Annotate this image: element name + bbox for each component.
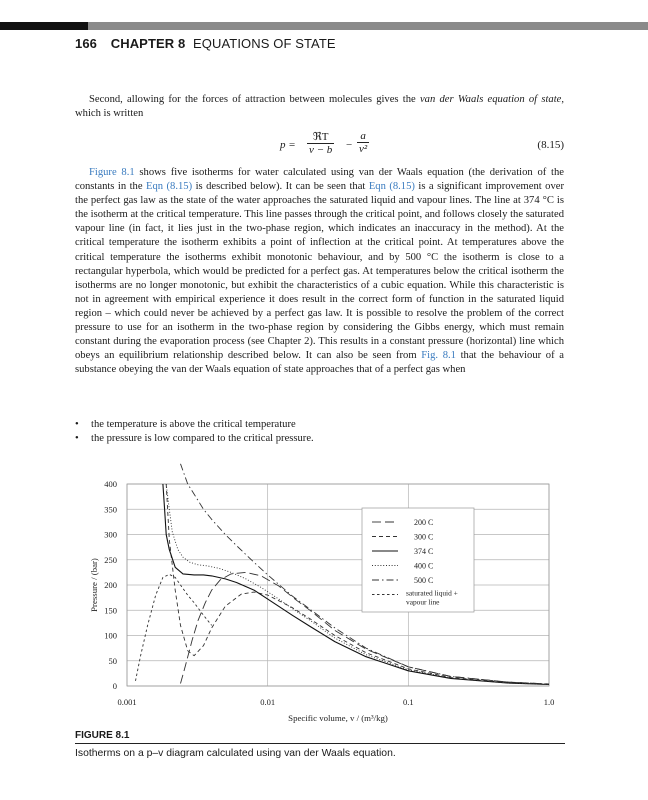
legend-label: 300 C — [414, 532, 434, 542]
y-tick-label: 0 — [112, 681, 117, 691]
series-line-6 — [136, 574, 212, 681]
equation-fraction-2 — [357, 130, 369, 155]
bullet-list — [75, 418, 564, 446]
legend-label: vapour line — [406, 597, 440, 607]
isotherm-chart — [75, 452, 565, 724]
y-axis-label: Pressure / (bar) — [89, 558, 99, 612]
equation-fraction-1 — [307, 130, 334, 156]
y-tick-label: 200 — [104, 580, 117, 590]
legend-label: 500 C — [414, 576, 434, 585]
intro-paragraph — [75, 93, 564, 121]
y-tick-label: 250 — [104, 554, 117, 565]
legend-label: saturated liquid + — [406, 588, 458, 598]
equation-lhs: p = — [280, 139, 296, 151]
figure-rule — [75, 743, 565, 744]
body-text-4: that the behaviour of a substance obeying the van der Waals equation of state approaches that of a perfect gas when — [75, 350, 564, 376]
chapter-label: CHAPTER 8 — [110, 36, 186, 51]
equation-num-2: a — [360, 130, 366, 142]
body-paragraph — [75, 166, 564, 377]
y-tick-label: 100 — [104, 630, 117, 641]
intro-term: van der Waals equation of state — [419, 94, 562, 105]
y-tick-label: 150 — [104, 605, 117, 616]
y-tick-label: 50 — [108, 655, 117, 666]
x-tick-label: 1.0 — [543, 697, 555, 707]
header-bar-black — [0, 22, 88, 30]
intro-tail: , which is written — [75, 94, 564, 120]
equation-link[interactable]: Eqn (8.15) — [145, 181, 193, 193]
list-item: • the temperature is above the critical temperature — [75, 418, 564, 432]
list-item: • the pressure is low compared to the critical pressure. — [75, 432, 564, 446]
equation-8-15 — [280, 128, 564, 162]
intro-text: Second, allowing for the forces of attraction between molecules gives the — [89, 94, 420, 105]
figure-label: FIGURE 8.1 — [75, 730, 130, 741]
y-tick-label: 350 — [104, 504, 117, 515]
x-tick-label: 0.01 — [260, 697, 276, 707]
legend-label: 200 C — [414, 518, 434, 527]
figure-caption: Isotherms on a p–v diagram calculated using van der Waals equation. — [75, 748, 396, 759]
legend-label: 374 C — [414, 547, 434, 556]
running-header — [75, 36, 336, 51]
equation-num-1: ℜT — [312, 131, 329, 143]
series-line-4 — [166, 484, 549, 685]
series-line-3 — [163, 484, 549, 685]
equation-den-1: v − b — [309, 144, 333, 156]
equation-number: (8.15) — [537, 139, 564, 151]
body-text-1: shows five isotherms for water calculated using van der Waals equation (the derivation of the constants in the — [75, 167, 564, 193]
legend-label: 400 C — [414, 561, 434, 571]
chapter-title: EQUATIONS OF STATE — [193, 36, 336, 51]
figure-link[interactable]: Fig. 8.1 — [421, 350, 456, 362]
y-tick-label: 400 — [104, 479, 117, 489]
x-tick-label: 0.001 — [117, 697, 137, 707]
series-line-2 — [166, 484, 549, 685]
header-bar — [0, 22, 648, 30]
body-text-2: is described below). It can be seen that — [192, 181, 369, 193]
x-tick-label: 0.1 — [403, 697, 414, 707]
body-text-3: is a significant improvement over the perfect gas law as the state of the water approaches the saturated liquid and vapour lines. The line at 374 °C is the isotherm at the critical temperature. This line passes through the critical point, and follows closely the saturated vapour line (in fact, it lies just in the two-phase region, which indicates an inaccuracy in the method). At the critical temperature the isotherm exhibits a point of inflection at the critical point. At temperatures above the critical temperature the isotherms exhibit monotonic behaviour, and by 500 °C the isotherm is close to a rectangular hyperbola, which would be predicted for a perfect gas. At temperatures below the critical isotherm the isotherms are no longer monotonic, but exhibit the characteristics of a cubic equation. While this characteristic is not in agreement with empirical experience it does result in the correct form of function in the saturated liquid region – which could never be achieved by a perfect gas law. It is possible to resolve the problem of the correct pressure to use for an isotherm in the two-phase region by considering the Gibbs energy, which must remain constant during the evaporation process (see Chapter 2). This results in a constant pressure (horizontal) line which obeys an equilibrium relationship described below. It can also be seen from — [75, 181, 565, 362]
equation-den-2: v² — [359, 143, 368, 155]
y-tick-label: 300 — [104, 529, 117, 540]
equation-minus: − — [346, 139, 353, 151]
figure-link[interactable]: Figure 8.1 — [89, 167, 135, 178]
equation-link[interactable]: Eqn (8.15) — [368, 181, 415, 193]
series-group — [136, 464, 550, 685]
page-number: 166 — [75, 36, 97, 51]
header-bar-gray — [88, 22, 648, 30]
x-axis-label: Specific volume, v / (m³/kg) — [288, 713, 388, 723]
